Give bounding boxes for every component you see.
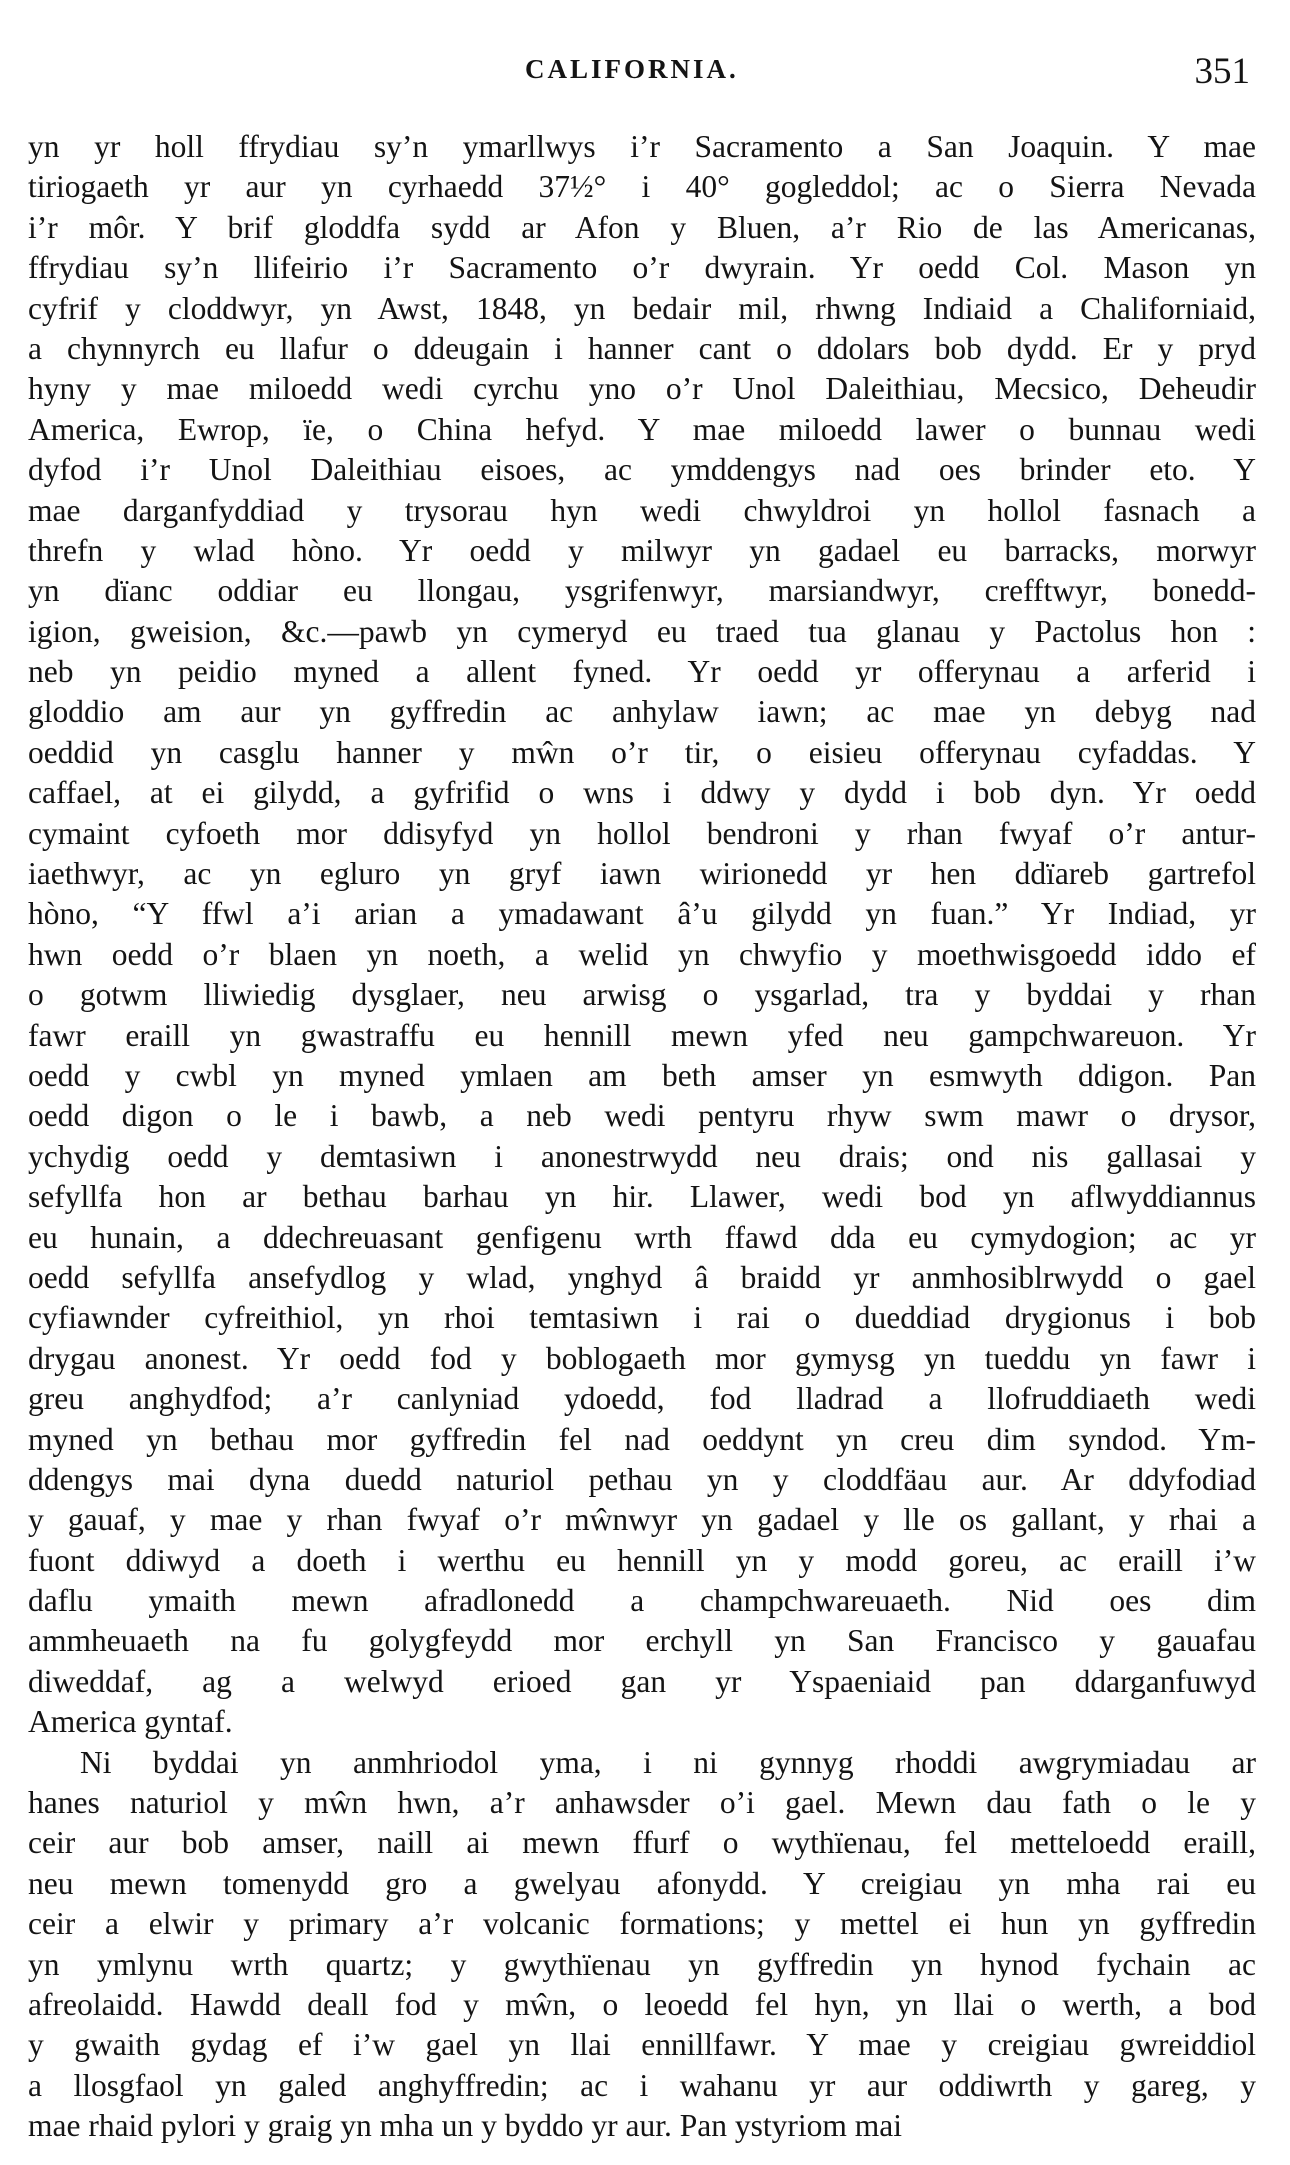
text-line: America gyntaf.	[28, 1704, 233, 1740]
body-text	[28, 127, 1256, 2147]
text-line: tiriogaeth yr aur yn cyrhaedd 37½° i 40° gogleddol; ac o Sierra Nevada	[28, 169, 1256, 205]
text-line: iaethwyr, ac yn egluro yn gryf iawn wirionedd yr hen ddïareb gartrefol	[28, 856, 1256, 892]
text-line: dyfod i’r Unol Daleithiau eisoes, ac ymddengys nad oes brinder eto. Y	[28, 452, 1256, 488]
text-line: yn dïanc oddiar eu llongau, ysgrifenwyr, marsiandwyr, crefftwyr, bonedd-	[28, 573, 1256, 609]
text-line: oeddid yn casglu hanner y mŵn o’r tir, o eisieu offerynau cyfaddas. Y	[28, 734, 1256, 770]
text-line: ammheuaeth na fu golygfeydd mor erchyll yn San Francisco y gauafau	[28, 1623, 1256, 1659]
text-line: neu mewn tomenydd gro a gwelyau afonydd. Y creigiau yn mha rai eu	[28, 1865, 1256, 1901]
text-line: hòno, “Y ffwl a’i arian a ymadawant â’u gilydd yn fuan.” Yr Indiad, yr	[28, 896, 1256, 932]
text-line: y gauaf, y mae y rhan fwyaf o’r mŵnwyr yn gadael y lle os gallant, y rhai a	[28, 1502, 1256, 1538]
paragraph	[28, 127, 1256, 1743]
text-line: o gotwm lliwiedig dysglaer, neu arwisg o ysgarlad, tra y byddai y rhan	[28, 977, 1256, 1013]
running-head	[0, 51, 1290, 104]
text-line: eu hunain, a ddechreuasant genfigenu wrth ffawd dda eu cymydogion; ac yr	[28, 1219, 1256, 1255]
text-line: daflu ymaith mewn afradlonedd a champchwareuaeth. Nid oes dim	[28, 1583, 1256, 1619]
text-line: greu anghydfod; a’r canlyniad ydoedd, fod lladrad a llofruddiaeth wedi	[28, 1381, 1256, 1417]
text-line: yn ymlynu wrth quartz; y gwythïenau yn gyffredin yn hynod fychain ac	[28, 1946, 1256, 1982]
text-line: diweddaf, ag a welwyd erioed gan yr Yspaeniaid pan ddarganfuwyd	[28, 1663, 1256, 1699]
text-line: igion, gweision, &c.—pawb yn cymeryd eu traed tua glanau y Pactolus hon :	[28, 613, 1256, 649]
text-line: fuont ddiwyd a doeth i werthu eu hennill yn y modd goreu, ac eraill i’w	[28, 1542, 1256, 1578]
text-line: y gwaith gydag ef i’w gael yn llai ennillfawr. Y mae y creigiau gwreiddiol	[28, 2027, 1256, 2063]
text-line: threfn y wlad hòno. Yr oedd y milwyr yn gadael eu barracks, morwyr	[28, 532, 1256, 568]
text-line: oedd digon o le i bawb, a neb wedi pentyru rhyw swm mawr o drysor,	[28, 1098, 1256, 1134]
text-line: cyfiawnder cyfreithiol, yn rhoi temtasiwn i rai o dueddiad drygionus i bob	[28, 1300, 1256, 1336]
text-line: cymaint cyfoeth mor ddisyfyd yn hollol bendroni y rhan fwyaf o’r antur-	[28, 815, 1256, 851]
text-line: ychydig oedd y demtasiwn i anonestrwydd neu drais; ond nis gallasai y	[28, 1138, 1256, 1174]
running-title: CALIFORNIA.	[525, 54, 739, 84]
text-line: Ni byddai yn anmhriodol yma, i ni gynnyg rhoddi awgrymiadau ar	[80, 1744, 1256, 1780]
text-line: drygau anonest. Yr oedd fod y boblogaeth mor gymysg yn tueddu yn fawr i	[28, 1340, 1256, 1376]
text-line: cyfrif y cloddwyr, yn Awst, 1848, yn bedair mil, rhwng Indiaid a Chaliforniaid,	[28, 290, 1256, 326]
text-line: i’r môr. Y brif gloddfa sydd ar Afon y Bluen, a’r Rio de las Americanas,	[28, 209, 1256, 245]
text-line: hwn oedd o’r blaen yn noeth, a welid yn chwyfio y moethwisgoedd iddo ef	[28, 936, 1256, 972]
paragraph	[28, 1743, 1256, 2147]
text-line: myned yn bethau mor gyffredin fel nad oeddynt yn creu dim syndod. Ym-	[28, 1421, 1256, 1457]
text-line: a llosgfaol yn galed anghyffredin; ac i wahanu yr aur oddiwrth y gareg, y	[28, 2067, 1256, 2103]
text-line: neb yn peidio myned a allent fyned. Yr oedd yr offerynau a arferid i	[28, 654, 1256, 690]
text-line: fawr eraill yn gwastraffu eu hennill mewn yfed neu gampchwareuon. Yr	[28, 1017, 1256, 1053]
text-line: a chynnyrch eu llafur o ddeugain i hanner cant o ddolars bob dydd. Er y pryd	[28, 330, 1256, 366]
text-line: oedd y cwbl yn myned ymlaen am beth amser yn esmwyth ddigon. Pan	[28, 1057, 1256, 1093]
text-line: oedd sefyllfa ansefydlog y wlad, ynghyd â braidd yr anmhosiblrwydd o gael	[28, 1259, 1256, 1295]
text-line: yn yr holl ffrydiau sy’n ymarllwys i’r Sacramento a San Joaquin. Y mae	[28, 129, 1256, 164]
text-line: ceir a elwir y primary a’r volcanic formations; y mettel ei hun yn gyffredin	[28, 1906, 1256, 1942]
text-line: mae darganfyddiad y trysorau hyn wedi chwyldroi yn hollol fasnach a	[28, 492, 1256, 528]
text-line: caffael, at ei gilydd, a gyfrifid o wns i ddwy y dydd i bob dyn. Yr oedd	[28, 775, 1256, 811]
text-line: mae rhaid pylori y graig yn mha un y byddo yr aur. Pan ystyriom mai	[28, 2108, 902, 2144]
text-line: ddengys mai dyna duedd naturiol pethau yn y cloddfäau aur. Ar ddyfodiad	[28, 1461, 1256, 1497]
text-line: gloddio am aur yn gyffredin ac anhylaw iawn; ac mae yn debyg nad	[28, 694, 1256, 730]
text-line: ffrydiau sy’n llifeirio i’r Sacramento o’r dwyrain. Yr oedd Col. Mason yn	[28, 250, 1256, 286]
page-number: 351	[1194, 51, 1250, 92]
text-line: America, Ewrop, ïe, o China hefyd. Y mae miloedd lawer o bunnau wedi	[28, 411, 1256, 447]
text-line: hyny y mae miloedd wedi cyrchu yno o’r Unol Daleithiau, Mecsico, Deheudir	[28, 371, 1256, 407]
text-line: sefyllfa hon ar bethau barhau yn hir. Llawer, wedi bod yn aflwyddiannus	[28, 1179, 1256, 1215]
text-line: ceir aur bob amser, naill ai mewn ffurf o wythïenau, fel metteloedd eraill,	[28, 1825, 1256, 1861]
text-line: afreolaidd. Hawdd deall fod y mŵn, o leoedd fel hyn, yn llai o werth, a bod	[28, 1986, 1256, 2022]
text-line: hanes naturiol y mŵn hwn, a’r anhawsder o’i gael. Mewn dau fath o le y	[28, 1785, 1256, 1821]
